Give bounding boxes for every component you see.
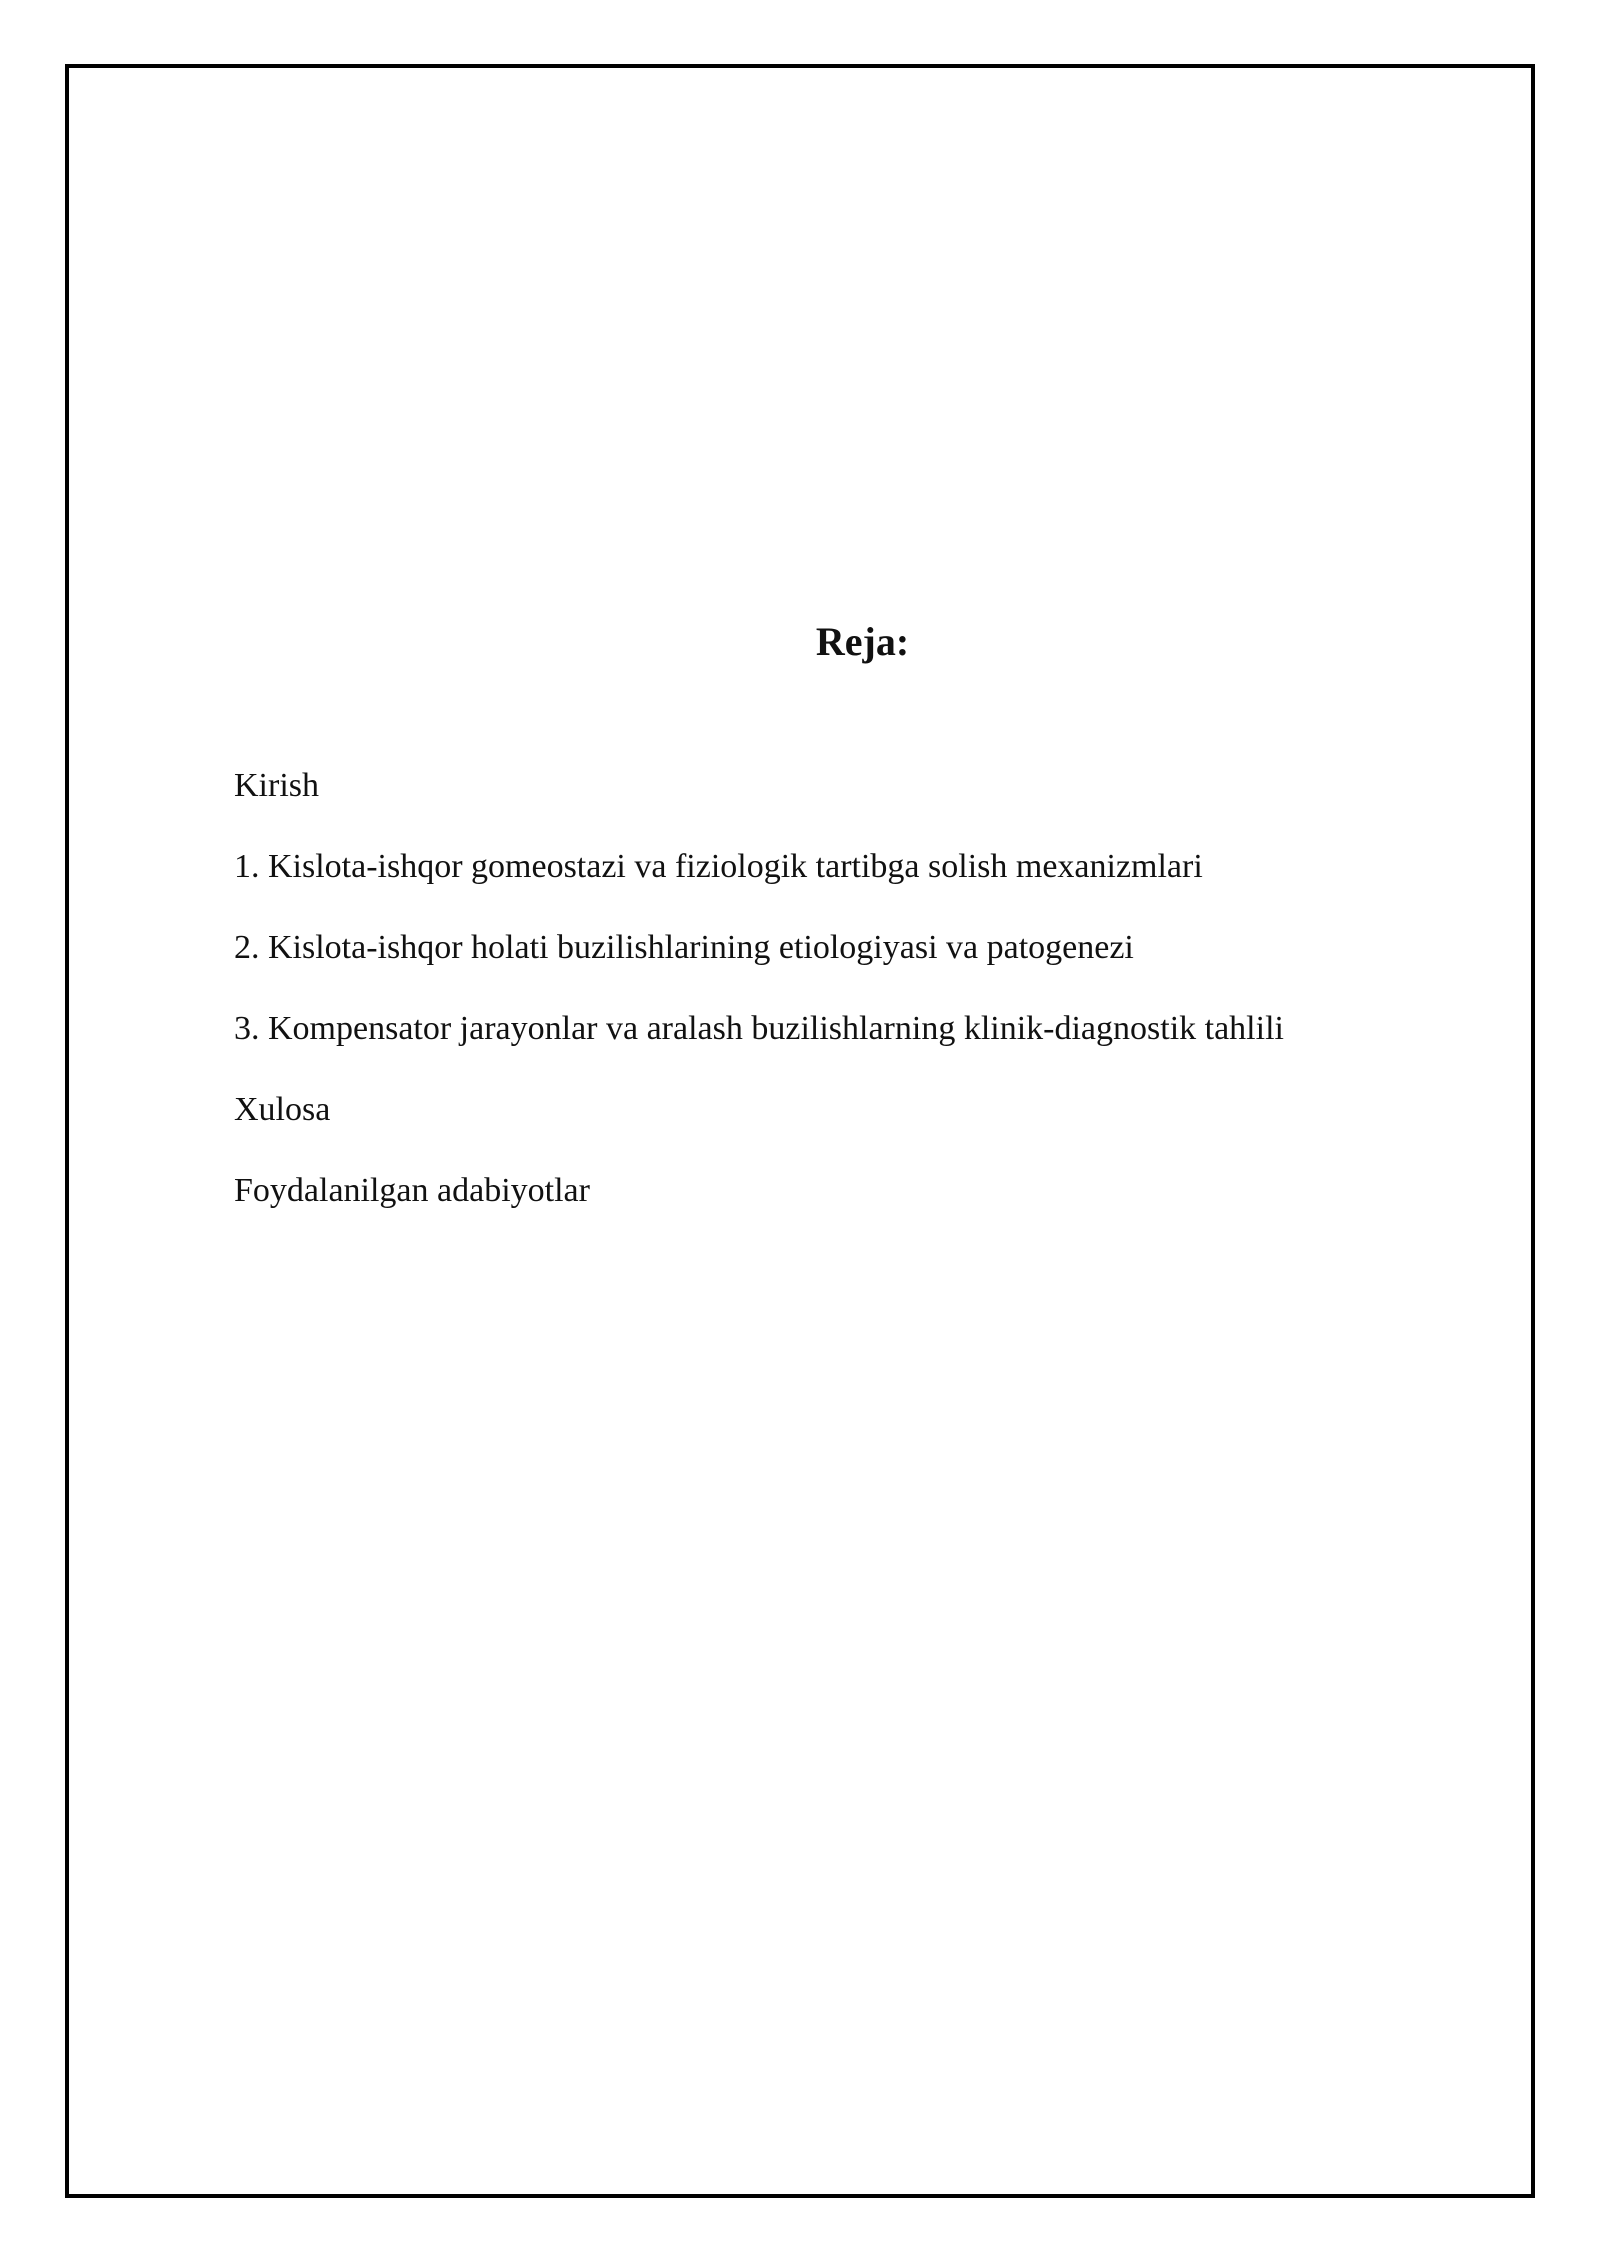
page-border	[65, 64, 1535, 2198]
plan-item-references: Foydalanilgan adabiyotlar	[234, 1172, 590, 1209]
plan-item-conclusion: Xulosa	[234, 1091, 331, 1128]
plan-item-section-3: 3. Kompensator jarayonlar va aralash buzilishlarning klinik-diagnostik tahlili	[234, 1010, 1284, 1047]
plan-item-section-2: 2. Kislota-ishqor holati buzilishlarining etiologiyasi va patogenezi	[234, 929, 1134, 966]
plan-item-section-1: 1. Kislota-ishqor gomeostazi va fiziologik tartibga solish mexanizmlari	[234, 848, 1203, 885]
plan-item-introduction: Kirish	[234, 767, 319, 804]
plan-list	[234, 766, 1284, 1252]
page-title: Reja:	[815, 619, 910, 664]
